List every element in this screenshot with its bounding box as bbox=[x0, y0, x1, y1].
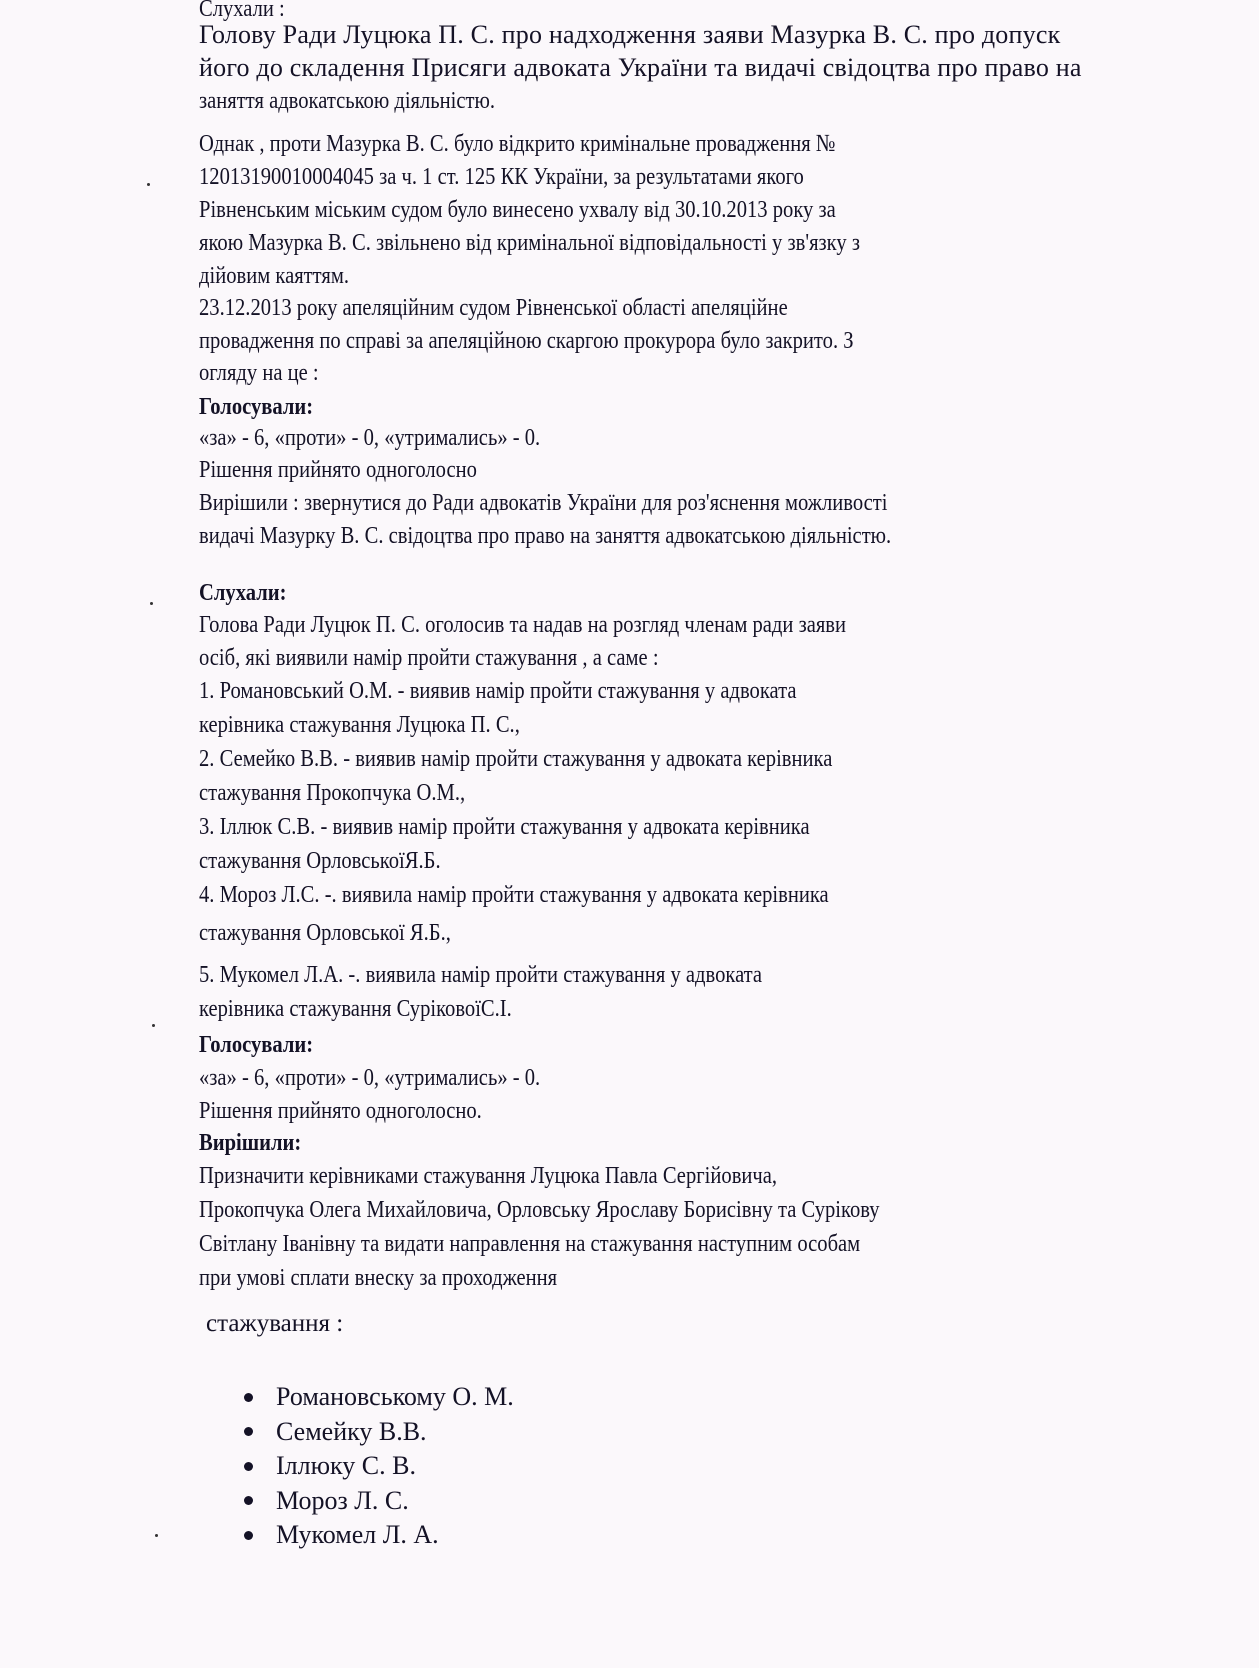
decided-text-line: стажування : bbox=[206, 1310, 344, 1337]
appeal-text-line: огляду на це : bbox=[199, 359, 319, 386]
trainee-list bbox=[244, 1380, 514, 1553]
appeal-text-line: 23.12.2013 року апеляційним судом Рівненської області апеляційне bbox=[199, 294, 788, 321]
applicant-5-line: керівника стажування СуріковоїС.І. bbox=[199, 995, 512, 1022]
intro-text-line: Голова Ради Луцюк П. С. оголосив та надав на розгляд членам ради заяви bbox=[199, 611, 847, 638]
heard-text-line: заняття адвокатською діяльністю. bbox=[199, 87, 496, 114]
scan-speck bbox=[150, 602, 153, 605]
result-1: Рішення прийнято одноголосно bbox=[199, 456, 477, 483]
trainee-list-item: Мороз Л. С. bbox=[244, 1484, 514, 1519]
heard-heading-1: Слухали : bbox=[199, 0, 285, 22]
bleed-through-text bbox=[130, 40, 136, 66]
heard-text-line: Голову Ради Луцюка П. С. про надходження заяви Мазурка В. С. про допуск bbox=[199, 20, 1061, 49]
decided-text-line: Світлану Іванівну та видати направлення на стажування наступним особам bbox=[199, 1230, 861, 1257]
decided-text-line: Прокопчука Олега Михайловича, Орловську Ярославу Борисівну та Сурікову bbox=[199, 1196, 880, 1223]
however-text-line: 12013190010004045 за ч. 1 ст. 125 КК України, за результатами якого bbox=[199, 163, 804, 190]
trainee-list-item: Іллюку С. В. bbox=[244, 1449, 514, 1484]
applicant-1-line: 1. Романовський О.М. - виявив намір пройти стажування у адвоката bbox=[199, 677, 797, 704]
applicant-3-line: стажування ОрловськоїЯ.Б. bbox=[199, 847, 441, 874]
decided-text-line: видачі Мазурку В. С. свідоцтва про право на заняття адвокатською діяльністю. bbox=[199, 522, 892, 549]
voted-heading-1: Голосували: bbox=[199, 393, 314, 420]
however-text-line: якою Мазурка В. С. звільнено від кримінальної відповідальності у зв'язку з bbox=[199, 229, 860, 256]
decided-text-line: Призначити керівниками стажування Луцюка Павла Сергійовича, bbox=[199, 1162, 778, 1189]
result-2: Рішення прийнято одноголосно. bbox=[199, 1097, 482, 1124]
decided-heading-2: Вирішили: bbox=[199, 1129, 302, 1156]
however-text-line: Однак , проти Мазурка В. С. було відкрито кримінальне провадження № bbox=[199, 130, 836, 157]
appeal-text-line: провадження по справі за апеляційною скаргою прокурора було закрито. З bbox=[199, 327, 854, 354]
scan-speck bbox=[147, 183, 150, 186]
votes-1: «за» - 6, «проти» - 0, «утримались» - 0. bbox=[199, 424, 541, 451]
applicant-4-line: 4. Мороз Л.С. -. виявила намір пройти стажування у адвоката керівника bbox=[199, 881, 829, 908]
however-text-line: дійовим каяттям. bbox=[199, 262, 350, 289]
bullet-icon bbox=[244, 1427, 253, 1436]
however-text-line: Рівненським міським судом було винесено ухвалу від 30.10.2013 року за bbox=[199, 196, 836, 223]
decided-text-line: при умові сплати внеску за проходження bbox=[199, 1264, 558, 1291]
scan-speck bbox=[152, 1024, 155, 1027]
applicant-5-line: 5. Мукомел Л.А. -. виявила намір пройти стажування у адвоката bbox=[199, 961, 763, 988]
heard-text-line: його до складення Присяги адвоката України та видачі свідоцтва про право на bbox=[199, 53, 1082, 82]
trainee-list-item: Семейку В.В. bbox=[244, 1415, 514, 1450]
bullet-icon bbox=[244, 1393, 253, 1402]
applicant-3-line: 3. Іллюк С.В. - виявив намір пройти стажування у адвоката керівника bbox=[199, 813, 810, 840]
applicant-2-line: стажування Прокопчука О.М., bbox=[199, 779, 466, 806]
trainee-list-item: Романовському О. М. bbox=[244, 1380, 514, 1415]
applicant-2-line: 2. Семейко В.В. - виявив намір пройти стажування у адвоката керівника bbox=[199, 745, 833, 772]
bullet-icon bbox=[244, 1462, 253, 1471]
voted-heading-2: Голосували: bbox=[199, 1031, 314, 1058]
intro-text-line: осіб, які виявили намір пройти стажування , а саме : bbox=[199, 644, 659, 671]
decided-text-line: Вирішили : звернутися до Ради адвокатів України для роз'яснення можливості bbox=[199, 489, 888, 516]
heard-heading-2: Слухали: bbox=[199, 579, 287, 606]
trainee-list-item: Мукомел Л. А. bbox=[244, 1518, 514, 1553]
bullet-icon bbox=[244, 1531, 253, 1540]
applicant-4-line: стажування Орловської Я.Б., bbox=[199, 919, 451, 946]
applicant-1-line: керівника стажування Луцюка П. С., bbox=[199, 711, 520, 738]
bullet-icon bbox=[244, 1496, 253, 1505]
scan-speck bbox=[155, 1534, 158, 1537]
votes-2: «за» - 6, «проти» - 0, «утримались» - 0. bbox=[199, 1064, 541, 1091]
